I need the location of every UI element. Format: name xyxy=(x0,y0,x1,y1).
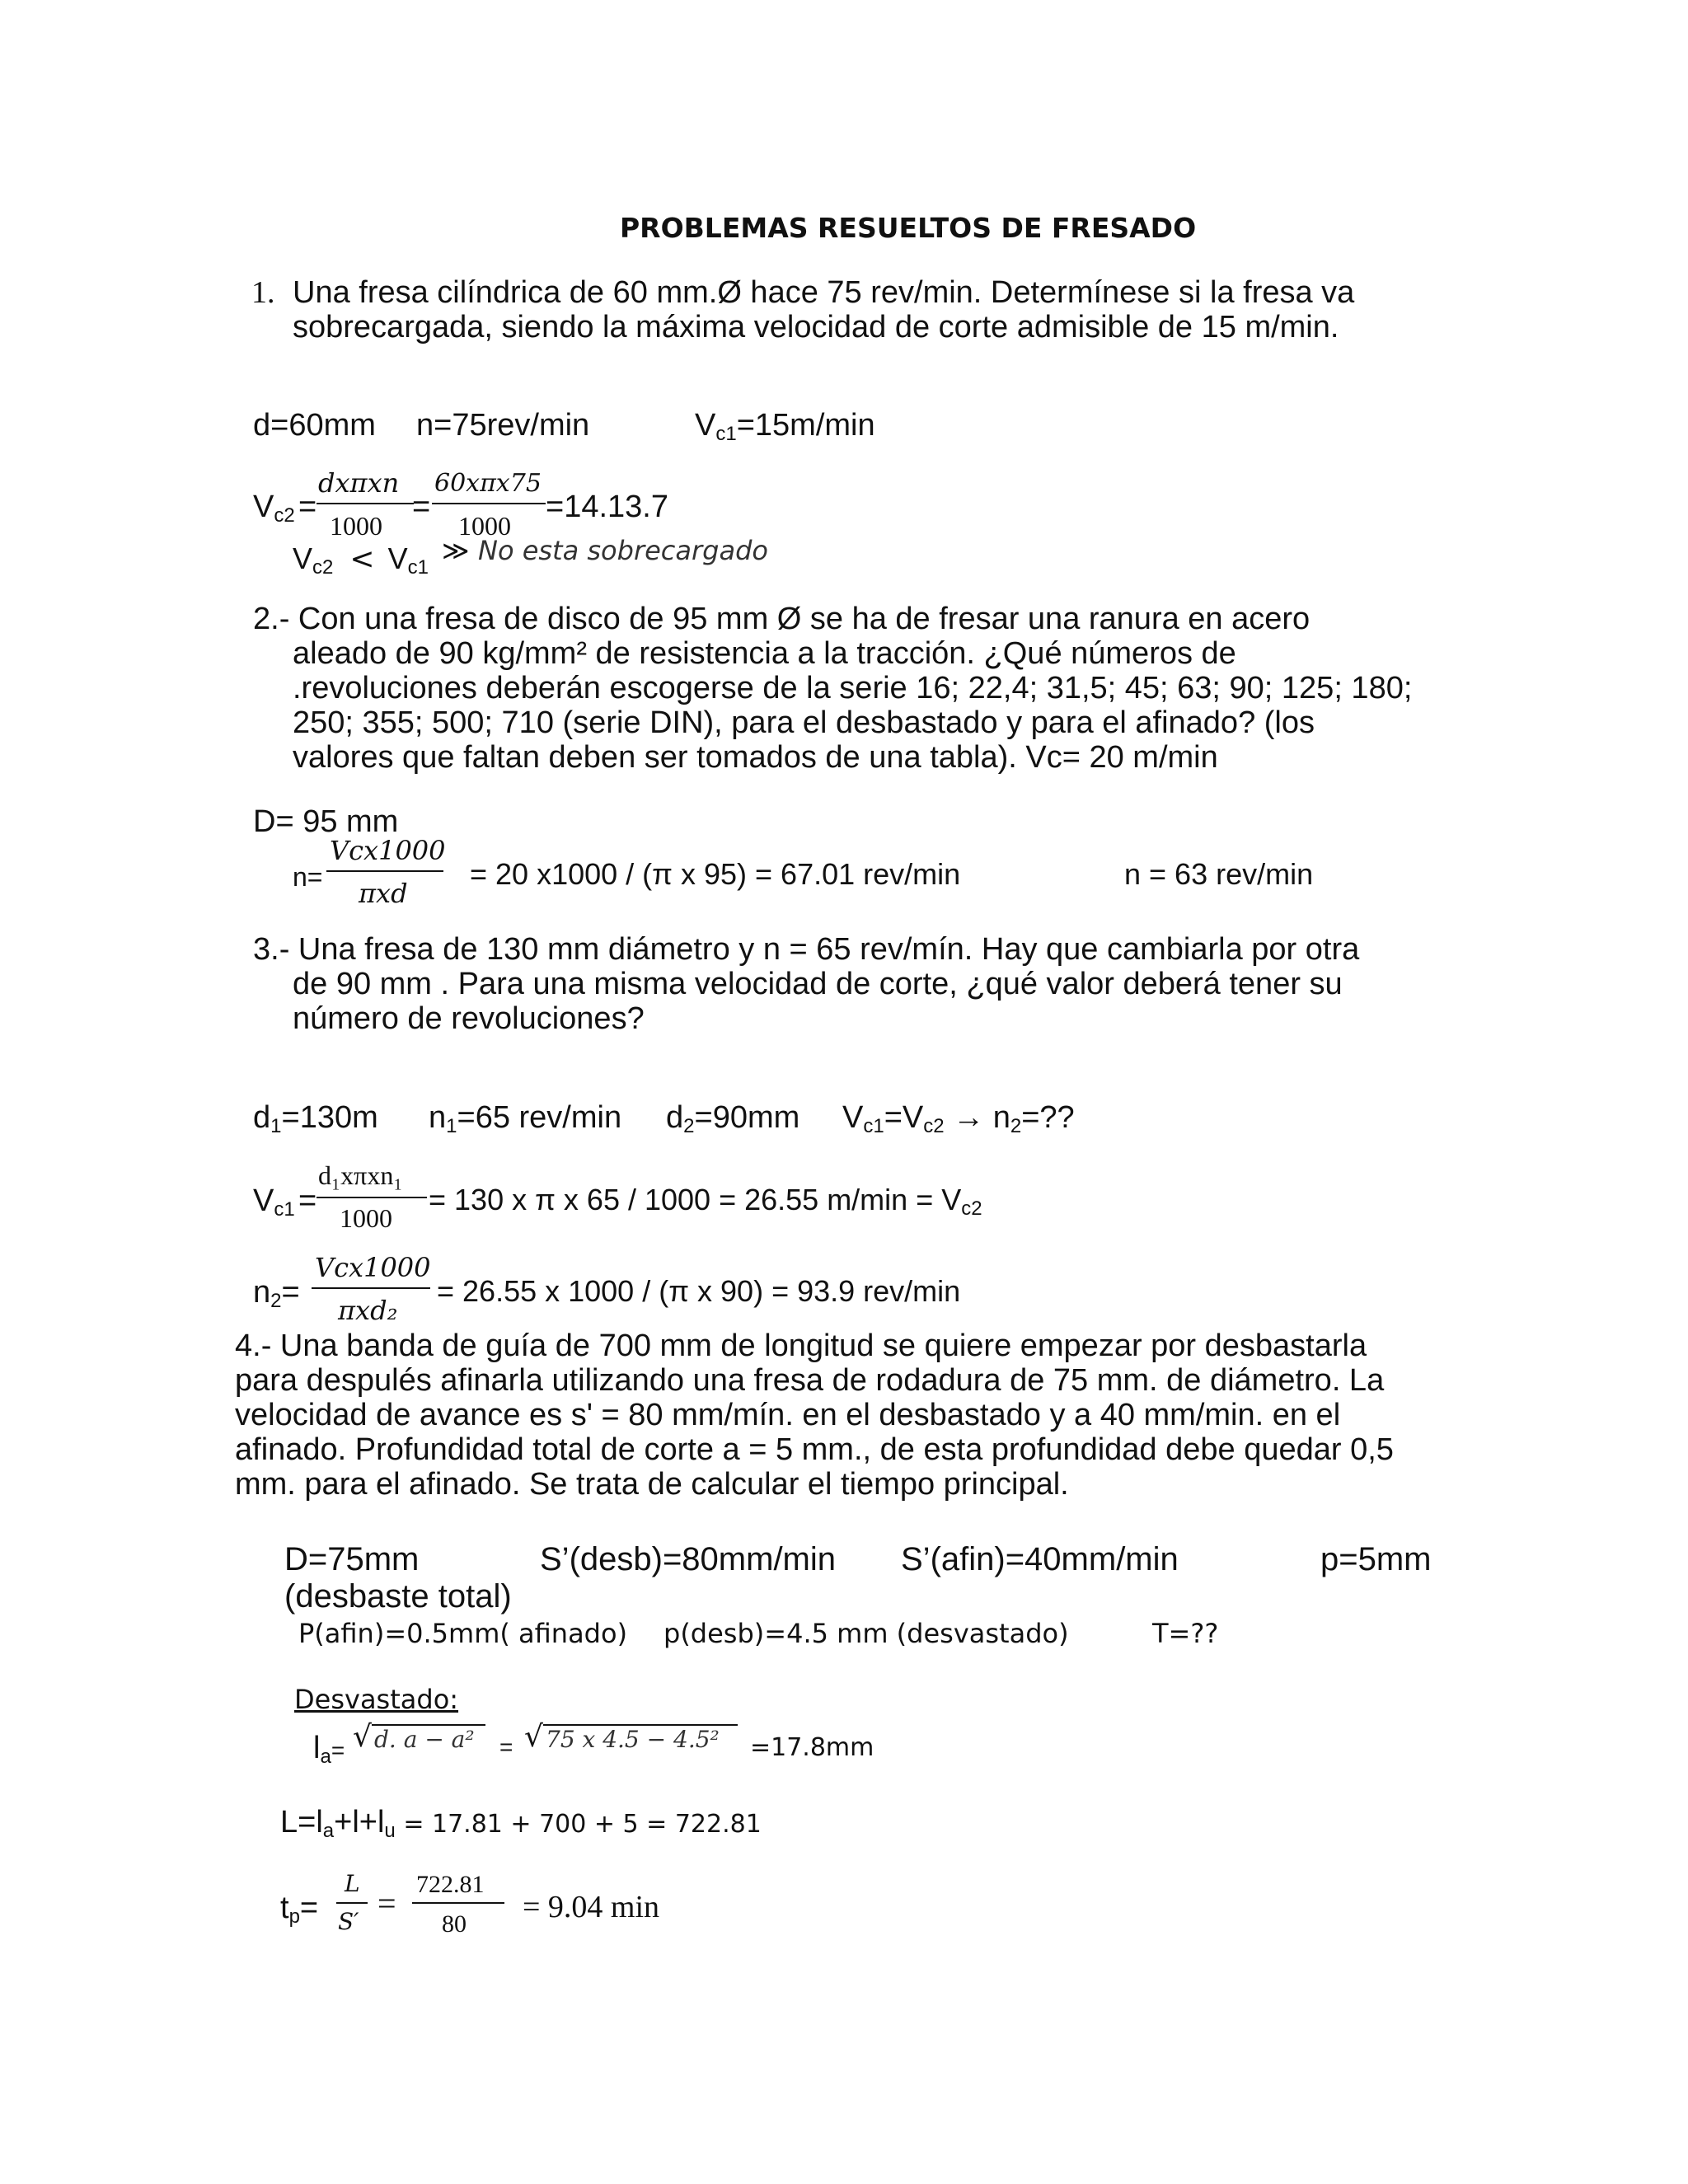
problem-4-line: velocidad de avance es s' = 80 mm/mín. en el desbastado y a 40 mm/min. en el xyxy=(235,1398,1341,1432)
vc1-label: Vc1 xyxy=(253,1183,295,1221)
problem-1-line: Una fresa cilíndrica de 60 mm.Ø hace 75 rev/min. Determínese si la fresa va xyxy=(293,275,1355,310)
n2-label: n2= xyxy=(253,1275,300,1312)
equals: = xyxy=(499,1734,513,1760)
sqrt-radicand: 75 x 4.5 − 4.5² xyxy=(546,1726,720,1753)
fraction-denominator: πxd₂ xyxy=(338,1295,398,1326)
equals: = xyxy=(377,1885,396,1922)
given-s-desb: S’(desb)=80mm/min xyxy=(540,1541,837,1577)
given-s-afin: S’(afin)=40mm/min xyxy=(901,1541,1179,1577)
problem-2-line: .revoluciones deberán escogerse de la serie 16; 22,4; 31,5; 45; 63; 90; 125; 180; xyxy=(293,671,1413,705)
equals: = xyxy=(298,490,317,524)
fraction-numerator: 60xπx75 xyxy=(434,469,542,498)
equals: = xyxy=(298,1183,317,1218)
problem-2-line: 250; 355; 500; 710 (serie DIN), para el desbastado y para el afinado? (los xyxy=(293,705,1315,740)
tp-result: = 9.04 min xyxy=(523,1890,660,1924)
fraction-bar xyxy=(326,870,443,872)
fraction-denominator: πxd xyxy=(359,878,408,909)
L-formula: L=la+l+lu = 17.81 + 700 + 5 = 722.81 xyxy=(280,1805,762,1842)
comparison: Vc2 < Vc1 xyxy=(293,541,429,579)
fraction-numerator: d₁xπxn₁ xyxy=(318,1160,403,1190)
fraction-denominator: S′ xyxy=(338,1908,359,1935)
given-desbaste-total: (desbaste total) xyxy=(284,1578,512,1615)
problem-1-line: sobrecargada, siendo la máxima velocidad de corte admisible de 15 m/min. xyxy=(293,310,1339,344)
given-d1: d1=130m xyxy=(253,1100,378,1137)
problem-4-line: 4.- Una banda de guía de 700 mm de longitud se quiere empezar por desbastarla xyxy=(235,1329,1367,1363)
given-D: D=75mm xyxy=(284,1541,420,1577)
problem-1-number: 1. xyxy=(251,275,275,310)
tp-label: tp= xyxy=(280,1891,319,1928)
given-D: D= 95 mm xyxy=(253,804,399,839)
given-d: d=60mm xyxy=(253,408,376,443)
la-result: =17.8mm xyxy=(750,1733,874,1762)
given-d2: d2=90mm xyxy=(666,1100,800,1137)
fraction-numerator: L xyxy=(345,1870,360,1897)
problem-3-line: 3.- Una fresa de 130 mm diámetro y n = 65 rev/mín. Hay que cambiarla por otra xyxy=(253,932,1360,967)
problem-2-line: 2.- Con una fresa de disco de 95 mm Ø se ha de fresar una ranura en acero xyxy=(253,602,1311,636)
fraction-denominator: 1000 xyxy=(340,1203,392,1233)
fraction-numerator: 722.81 xyxy=(416,1871,485,1898)
vc2-label: Vc2 xyxy=(253,490,295,527)
problem-4-line: mm. para el afinado. Se trata de calcular el tiempo principal. xyxy=(235,1467,1069,1502)
n2-calculation: = 26.55 x 1000 / (π x 90) = 93.9 rev/min xyxy=(437,1274,961,1308)
fraction-numerator: Vcx1000 xyxy=(315,1252,431,1283)
given-n1: n1=65 rev/min xyxy=(429,1100,622,1137)
page-title: PROBLEMAS RESUELTOS DE FRESADO xyxy=(620,212,1197,244)
problem-4-line: para despulés afinarla utilizando una fresa de rodadura de 75 mm. de diámetro. La xyxy=(235,1363,1385,1398)
given-p-afin: P(afin)=0.5mm( afinado) xyxy=(298,1618,628,1649)
fraction-numerator: Vcx1000 xyxy=(330,835,446,866)
given-vc-equality: Vc1=Vc2 → n2=?? xyxy=(842,1100,1075,1137)
n-answer: n = 63 rev/min xyxy=(1124,857,1314,891)
problem-2-line: aleado de 90 kg/mm² de resistencia a la tracción. ¿Qué números de xyxy=(293,636,1236,671)
given-n: n=75rev/min xyxy=(416,408,590,443)
fraction-bar xyxy=(316,503,414,504)
fraction-denominator: 80 xyxy=(442,1910,467,1938)
much-greater-icon: ≫ xyxy=(442,535,470,566)
fraction-bar xyxy=(432,503,546,504)
fraction-denominator: 1000 xyxy=(330,511,382,541)
given-vc1: Vc1=15m/min xyxy=(695,408,875,445)
n-label: n= xyxy=(293,862,323,892)
sqrt-radicand: d. a − a² xyxy=(374,1726,475,1753)
la-label: la= xyxy=(313,1731,345,1768)
sqrt-icon: √ xyxy=(524,1720,543,1754)
fraction-bar xyxy=(412,1902,504,1904)
fraction-numerator: dxπxn xyxy=(318,467,400,499)
comparison-conclusion: No esta sobrecargado xyxy=(478,535,768,566)
vc1-calculation: = 130 x π x 65 / 1000 = 26.55 m/min = Vc2 xyxy=(429,1183,982,1220)
fraction-denominator: 1000 xyxy=(458,511,511,541)
given-p: p=5mm xyxy=(1320,1541,1432,1577)
fraction-bar xyxy=(336,1902,368,1904)
problem-3-line: número de revoluciones? xyxy=(293,1001,645,1036)
equals: = xyxy=(412,490,431,524)
problem-3-line: de 90 mm . Para una misma velocidad de corte, ¿qué valor deberá tener su xyxy=(293,967,1343,1001)
given-p-desb: p(desb)=4.5 mm (desvastado) xyxy=(663,1618,1069,1649)
problem-4-line: afinado. Profundidad total de corte a = 5 mm., de esta profundidad debe quedar 0,5 xyxy=(235,1432,1394,1467)
fraction-bar xyxy=(316,1197,427,1198)
given-T: T=?? xyxy=(1152,1618,1219,1649)
sqrt-icon: √ xyxy=(353,1720,372,1754)
problem-2-line: valores que faltan deben ser tomados de una tabla). Vc= 20 m/min xyxy=(293,740,1218,775)
vc2-result: =14.13.7 xyxy=(546,490,668,524)
section-heading-desvastado: Desvastado: xyxy=(294,1684,459,1715)
n-calculation: = 20 x1000 / (π x 95) = 67.01 rev/min xyxy=(470,857,961,891)
fraction-bar xyxy=(312,1287,430,1289)
